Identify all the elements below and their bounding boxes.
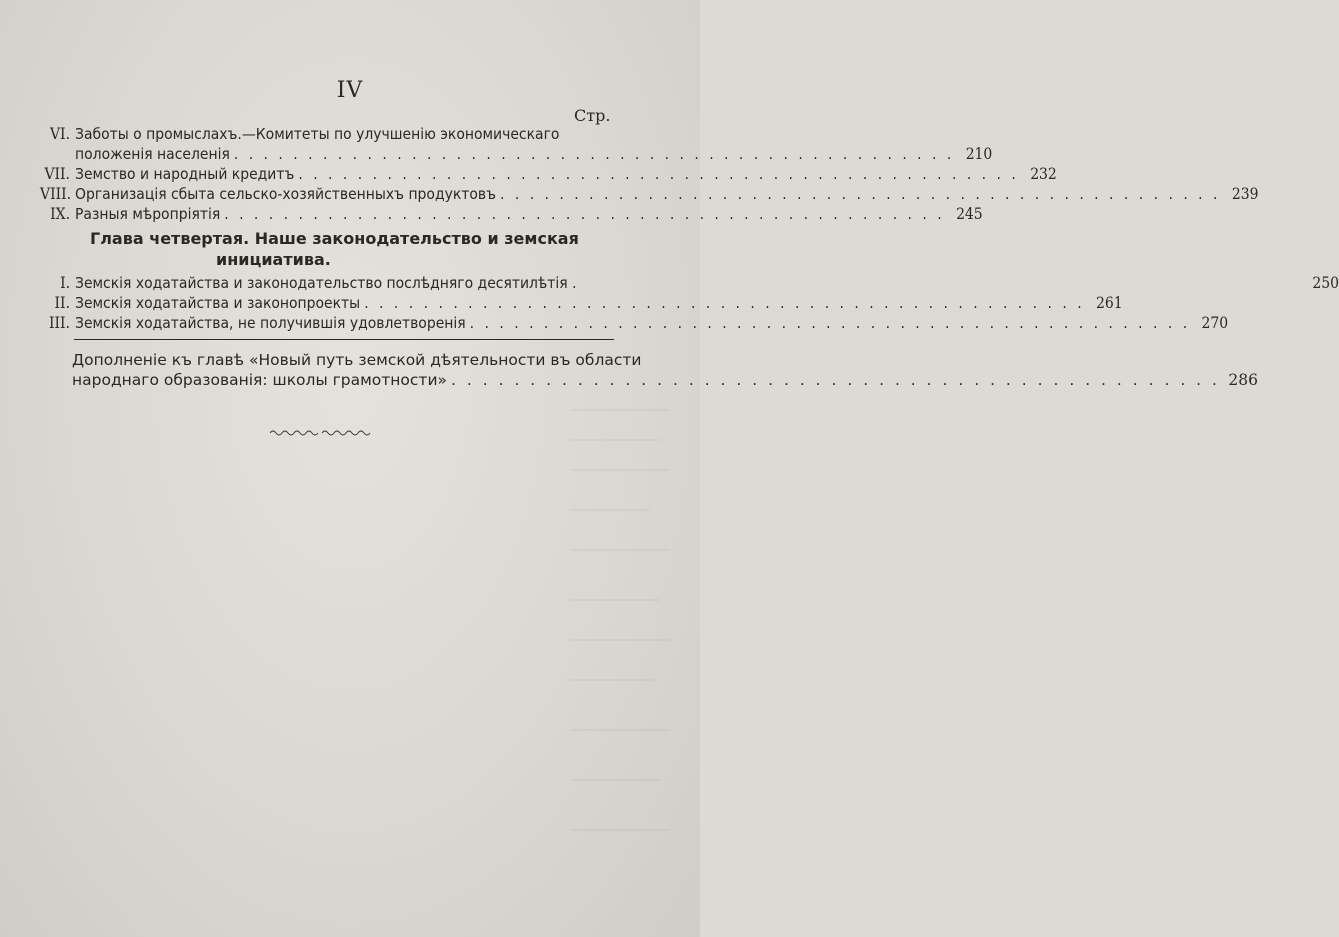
- entry-page: 250: [1312, 274, 1339, 292]
- entry-title-continuation: положенія населенія: [75, 145, 230, 163]
- chapter-heading: [90, 228, 610, 270]
- entry-page: 261: [1096, 294, 1123, 312]
- entry-page: 245: [956, 205, 983, 223]
- entry-page: 270: [1201, 314, 1229, 332]
- entry-page: 239: [1231, 185, 1259, 203]
- toc-section: [40, 124, 1259, 224]
- toc-entry: [40, 293, 1123, 313]
- addendum-text: народнаго образованія: школы грамотности»: [72, 371, 448, 389]
- toc-chapter-section: [40, 273, 1339, 333]
- entry-title: Земскія ходатайства и законопроекты: [75, 294, 361, 312]
- dot-leader: [230, 144, 958, 164]
- dot-leader: [220, 204, 948, 224]
- entry-page: 286: [1228, 371, 1258, 389]
- dot-leader: [360, 293, 1088, 313]
- wavy-ornament: [270, 428, 370, 438]
- entry-title: Организація сбыта сельско-хозяйственныхъ продуктовъ: [75, 185, 496, 203]
- toc-entry: [40, 164, 1057, 184]
- entry-number: III.: [49, 314, 70, 332]
- dot-leader: [466, 313, 1194, 333]
- entry-number: VI.: [49, 125, 70, 143]
- entry-title: Земство и народный кредитъ: [75, 165, 295, 183]
- dot-leader: [496, 184, 1224, 204]
- bleed-through-texture: [560, 380, 680, 880]
- entry-title: Земскія ходатайства, не получившія удовлетворенія: [75, 314, 466, 332]
- toc-entry: [40, 273, 1339, 293]
- toc-entry: [40, 124, 614, 144]
- entry-number: VII.: [44, 165, 70, 183]
- toc-entry: [40, 184, 1259, 204]
- toc-entry: [40, 313, 1229, 333]
- entry-number: IX.: [50, 205, 70, 223]
- entry-title: Разныя мѣропріятія: [75, 205, 221, 223]
- page-column-header: Стр.: [574, 106, 611, 125]
- toc-entry-continuation: [40, 144, 993, 164]
- addendum-text: Дополненіе къ главѣ «Новый путь земской дѣятельности въ области: [72, 351, 642, 369]
- addendum-entry: [72, 350, 1258, 390]
- entry-number: I.: [60, 274, 70, 292]
- toc-entry: [40, 204, 983, 224]
- entry-number: II.: [54, 294, 70, 312]
- entry-page: 232: [1030, 165, 1057, 183]
- entry-title: Земскія ходатайства и законодательство послѣдняго десятилѣтія .: [75, 274, 577, 292]
- entry-page: 210: [965, 145, 993, 163]
- page-number: IV: [336, 78, 364, 103]
- addendum-line: [72, 370, 1258, 390]
- chapter-heading-line: Глава четвертая. Наше законодательство и земская: [90, 229, 579, 248]
- entry-number: VIII.: [40, 185, 72, 203]
- dot-leader: [447, 370, 1224, 390]
- entry-title: Заботы о промыслахъ.—Комитеты по улучшенію экономическаго: [75, 125, 560, 143]
- dot-leader: [294, 164, 1022, 184]
- chapter-heading-line: инициатива.: [216, 250, 331, 269]
- addendum-line: [72, 350, 642, 370]
- separator-rule: [74, 339, 614, 340]
